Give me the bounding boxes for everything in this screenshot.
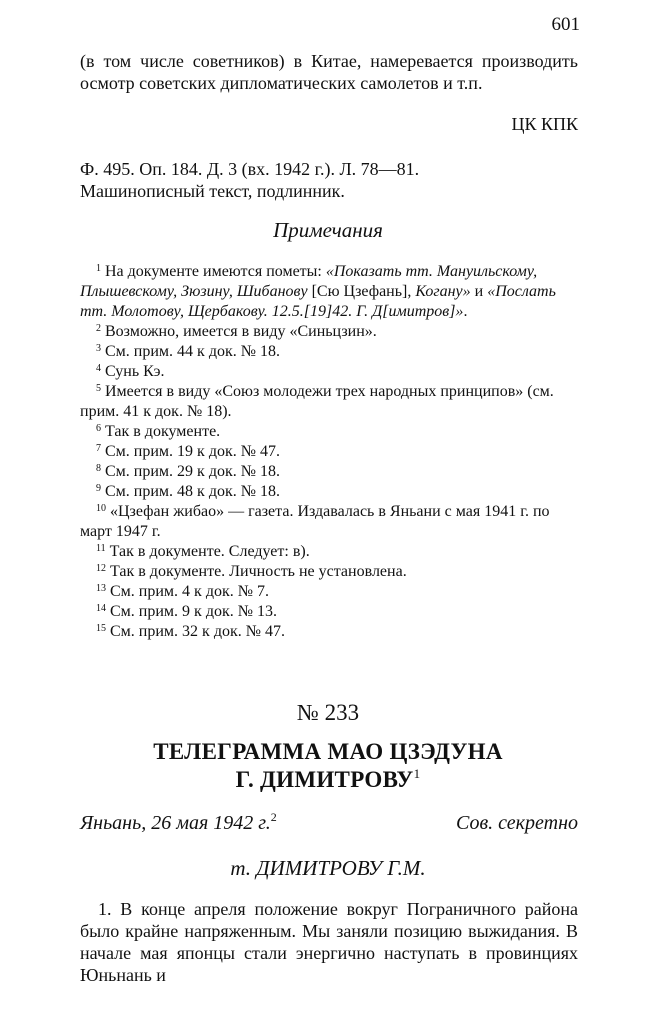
- classification: Сов. секретно: [456, 812, 578, 834]
- archive-reference: [80, 158, 419, 202]
- archive-line-2: Машинописный текст, подлинник.: [80, 181, 345, 201]
- note-text: См. прим. 44 к док. № 18.: [105, 343, 280, 360]
- note-number: 8: [96, 463, 101, 474]
- document-number: № 233: [296, 700, 360, 725]
- note-number: 15: [96, 623, 106, 634]
- note-text: «Цзефан жибао» — газета. Издавалась в Яньани с мая 1941 г. по: [110, 503, 550, 520]
- note-text: См. прим. 32 к док. № 47.: [110, 623, 285, 640]
- note-number: 12: [96, 563, 106, 574]
- top-paragraph: (в том числе советников) в Китае, намеревается производить осмотр советских дипломатических самолетов и т.п.: [80, 51, 578, 93]
- note-continuation: март 1947 г.: [80, 523, 161, 540]
- note-number: 10: [96, 503, 106, 514]
- document-title: [0, 738, 656, 794]
- note-7: [80, 442, 578, 462]
- note-text: См. прим. 9 к док. № 13.: [110, 603, 277, 620]
- note-text: Сунь Кэ.: [105, 363, 165, 380]
- note-number: 2: [96, 323, 101, 334]
- note-9: [80, 482, 578, 502]
- notes-heading: Примечания: [273, 218, 383, 242]
- note-text: См. прим. 4 к док. № 7.: [110, 583, 269, 600]
- addressee: т. ДИМИТРОВУ Г.М.: [230, 856, 426, 880]
- note-text: См. прим. 29 к док. № 18.: [105, 463, 280, 480]
- title-line-1: ТЕЛЕГРАММА МАО ЦЗЭДУНА: [153, 739, 503, 764]
- note-number: 5: [96, 383, 101, 394]
- note-1: $^1$ На документе имеются пометы: «Показать тт. Мануильскому, Плышевскому, Зюзину, Шибанову [Сю Цзефань], Когану» и «Послать тт. Молотову, Щербакову. 12.5.[19]42. Г. Д[имитров]».: [80, 263, 556, 320]
- note-number: 3: [96, 343, 101, 354]
- note-15: [80, 622, 578, 642]
- note-number: 4: [96, 363, 101, 374]
- note-text: Возможно, имеется в виду «Синьцзин».: [105, 323, 377, 340]
- note-5: [80, 382, 578, 422]
- archive-line-1: Ф. 495. Оп. 184. Д. 3 (вх. 1942 г.). Л. 78—81.: [80, 159, 420, 179]
- note-14: [80, 602, 578, 622]
- note-6: [80, 422, 578, 442]
- note-3: [80, 342, 578, 362]
- note-text: Так в документе. Следует: в).: [109, 543, 310, 560]
- signature: ЦК КПК: [511, 114, 578, 134]
- title-footnote-mark: 1: [413, 766, 421, 781]
- notes-rest: [80, 322, 578, 642]
- note-13: [80, 582, 578, 602]
- note-number: 6: [96, 423, 101, 434]
- note-4: [80, 362, 578, 382]
- note-text: Так в документе.: [105, 423, 221, 440]
- note-text: Так в документе. Личность не установлена.: [110, 563, 407, 580]
- note-8: [80, 462, 578, 482]
- note-continuation: прим. 41 к док. № 18).: [80, 403, 232, 420]
- note-number: 9: [96, 483, 101, 494]
- place-footnote-mark: 2: [270, 810, 277, 824]
- page-number: 601: [551, 14, 580, 35]
- note-12: [80, 562, 578, 582]
- note-11: [80, 542, 578, 562]
- note-number: 14: [96, 603, 106, 614]
- body-paragraph: 1. В конце апреля положение вокруг Пограничного района было крайне напряженным. Мы заняли позицию выжидания. В начале мая японцы стали энергично наступать в провинциях Юньнань и: [80, 899, 578, 985]
- note-number: 13: [96, 583, 106, 594]
- place-date: Яньань, 26 мая 1942 г.$^2$: [80, 810, 277, 834]
- note-2: [80, 322, 578, 342]
- notes-list: [80, 262, 578, 642]
- note-10: [80, 502, 578, 542]
- note-text: Имеется в виду «Союз молодежи трех народных принципов» (см.: [105, 383, 554, 400]
- note-number: 7: [96, 443, 101, 454]
- note-number: 11: [96, 543, 106, 554]
- note-text: См. прим. 48 к док. № 18.: [105, 483, 280, 500]
- note-text: См. прим. 19 к док. № 47.: [105, 443, 280, 460]
- title-line-2: Г. ДИМИТРОВУ$^1$: [235, 766, 421, 792]
- note-number: 1: [96, 263, 101, 274]
